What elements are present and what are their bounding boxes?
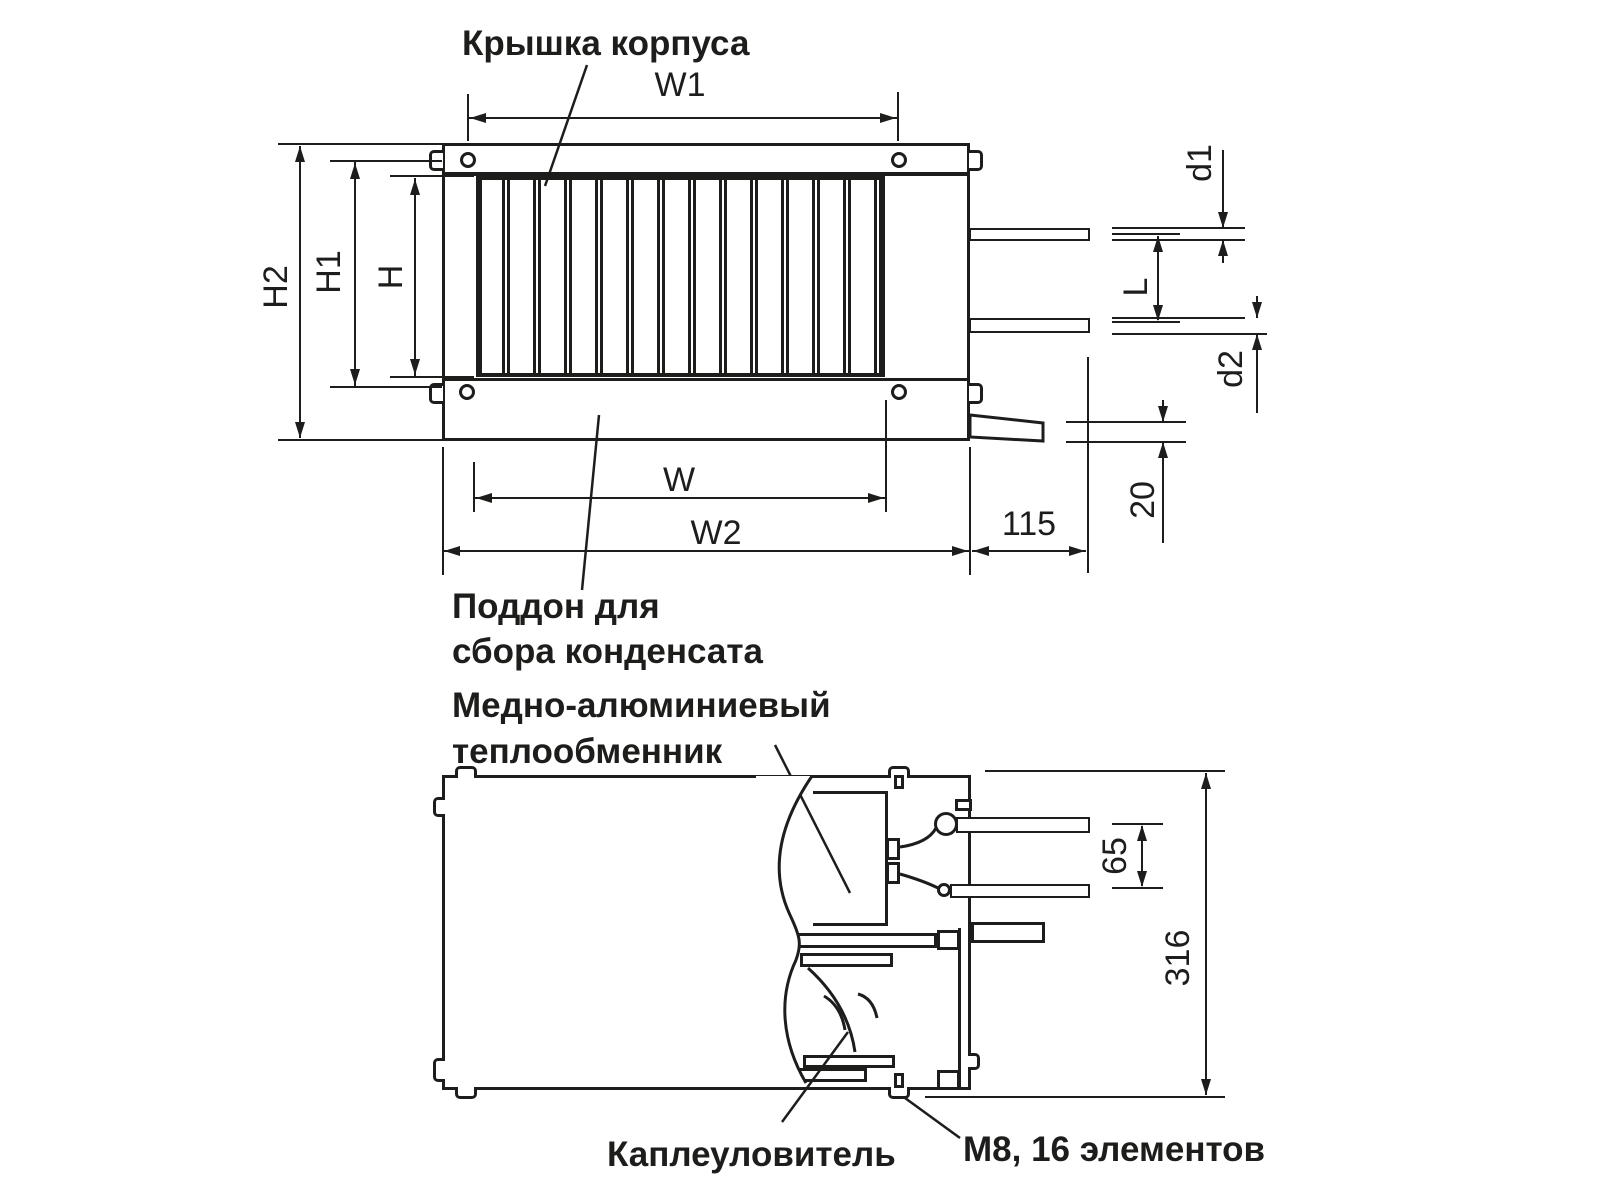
connector-tube	[900, 874, 938, 888]
dim65-arrow	[1137, 825, 1147, 841]
l-label: L	[1117, 277, 1155, 297]
dim115-label: 115	[1001, 505, 1057, 543]
w-label: W	[662, 461, 696, 499]
dim316-dim-line	[1205, 773, 1207, 1095]
h-label: H	[372, 264, 410, 290]
cover-label: Крышка корпуса	[462, 24, 750, 63]
h2-label: H2	[257, 265, 295, 309]
eliminator-arc	[858, 994, 877, 1018]
connector-tube	[900, 828, 936, 847]
dim20-label: 20	[1124, 481, 1162, 519]
dim316-arrow	[1201, 773, 1211, 789]
pan-label-line2: сбора конденсата	[452, 632, 763, 671]
pan-label-line1: Поддон для	[452, 587, 660, 626]
d1-label: d1	[1181, 144, 1219, 182]
d2-label: d2	[1212, 350, 1250, 388]
m8-leader-line	[905, 1098, 960, 1138]
dim316-label: 316	[1159, 929, 1197, 987]
eliminator-arc	[808, 968, 855, 1052]
dim316-ext-line	[925, 1096, 1225, 1098]
dim316-arrow	[1201, 1079, 1211, 1095]
dim316-ext-line	[985, 770, 1225, 772]
hx-label-line1: Медно-алюминиевый	[452, 686, 831, 725]
dim65-arrow	[1137, 871, 1147, 887]
pan-leader-line	[582, 415, 599, 590]
dim65-label: 65	[1096, 837, 1134, 875]
hx-label-line2: теплообменник	[452, 732, 723, 771]
cover-leader-line	[545, 65, 587, 186]
fasteners-label: М8, 16 элементов	[963, 1130, 1266, 1169]
w1-label: W1	[654, 66, 706, 104]
w2-label: W2	[690, 514, 742, 552]
drain-spigot	[970, 415, 1043, 441]
h1-label: H1	[310, 250, 348, 294]
eliminator-label: Каплеуловитель	[607, 1135, 896, 1174]
break-mask	[756, 776, 812, 1083]
